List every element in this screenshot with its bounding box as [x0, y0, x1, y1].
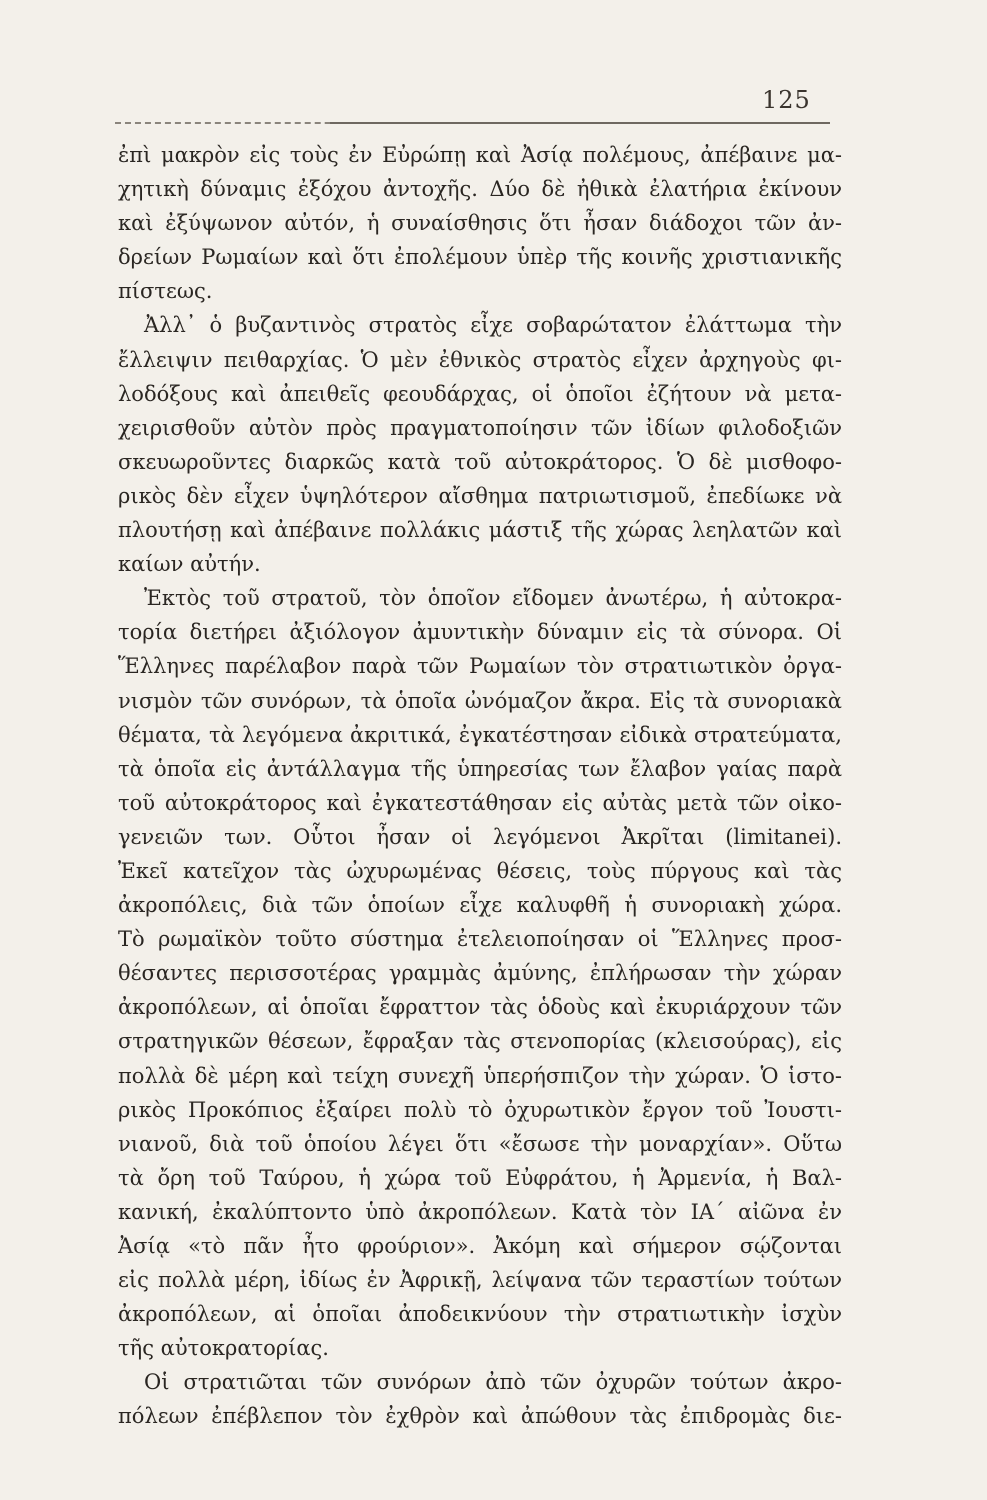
- text-line: θέσαντες περισσοτέρας γραμμὰς ἀμύνης, ἐπλήρωσαν τὴν χώραν: [118, 961, 842, 986]
- text-line: ρικὸς δὲν εἶχεν ὑψηλότερον αἴσθημα πατριωτισμοῦ, ἐπεδίωκε νὰ: [118, 483, 842, 508]
- text-line: πόλεων ἐπέβλεπον τὸν ἐχθρὸν καὶ ἀπώθουν τὰς ἐπιδρομὰς διε-: [118, 1404, 842, 1429]
- page-number: 125: [762, 86, 811, 114]
- text-line: σκευωροῦντες διαρκῶς κατὰ τοῦ αὐτοκράτορος. Ὁ δὲ μισθοφο-: [118, 449, 842, 474]
- text-line: εἰς πολλὰ μέρη, ἰδίως ἐν Ἀφρικῇ, λείψανα τῶν τεραστίων τούτων: [118, 1268, 842, 1293]
- text-line: Ἐκτὸς τοῦ στρατοῦ, τὸν ὁποῖον εἴδομεν ἀνωτέρω, ἡ αὐτοκρα-: [144, 586, 842, 611]
- text-line: τὰ ὁποῖα εἰς ἀντάλλαγμα τῆς ὑπηρεσίας των ἔλαβον γαίας παρὰ: [118, 756, 842, 781]
- text-line: Οἱ στρατιῶται τῶν συνόρων ἀπὸ τῶν ὀχυρῶν τούτων ἀκρο-: [144, 1370, 842, 1395]
- body-text: [118, 138, 842, 1434]
- text-line: ἐπὶ μακρὸν εἰς τοὺς ἐν Εὐρώπῃ καὶ Ἀσίᾳ πολέμους, ἀπέβαινε μα-: [118, 143, 842, 167]
- text-line: χειρισθοῦν αὐτὸν πρὸς πραγματοποίησιν τῶν ἰδίων φιλοδοξιῶν: [118, 415, 842, 440]
- text-line: ἔλλειψιν πειθαρχίας. Ὁ μὲν ἐθνικὸς στρατὸς εἶχεν ἀρχηγοὺς φι-: [118, 347, 842, 372]
- text-line: Ἀλλ᾽ ὁ βυζαντινὸς στρατὸς εἶχε σοβαρώτατον ἐλάττωμα τὴν: [144, 313, 842, 338]
- text-line: καίων αὐτήν.: [118, 552, 261, 577]
- text-line: Τὸ ρωμαϊκὸν τοῦτο σύστημα ἐτελειοποίησαν οἱ Ἕλληνες προσ-: [118, 927, 842, 952]
- text-line: ρικὸς Προκόπιος ἐξαίρει πολὺ τὸ ὀχυρωτικὸν ἔργον τοῦ Ἰουστι-: [118, 1097, 842, 1122]
- text-line: τοῦ αὐτοκράτορος καὶ ἐγκατεστάθησαν εἰς αὐτὰς μετὰ τῶν οἰκο-: [118, 790, 842, 815]
- text-line: νισμὸν τῶν συνόρων, τὰ ὁποῖα ὠνόμαζον ἄκρα. Εἰς τὰ συνοριακὰ: [118, 688, 842, 713]
- text-line: Ἐκεῖ κατεῖχον τὰς ὠχυρωμένας θέσεις, τοὺς πύργους καὶ τὰς: [118, 858, 842, 883]
- text-line: πολλὰ δὲ μέρη καὶ τείχη συνεχῆ ὑπερήσπιζον τὴν χώραν. Ὁ ἱστο-: [118, 1063, 842, 1088]
- text-line: γενειῶν των. Οὗτοι ἦσαν οἱ λεγόμενοι Ἀκρῖται (limitanei).: [118, 824, 842, 849]
- text-line: λοδόξους καὶ ἀπειθεῖς φεουδάρχας, οἱ ὁποῖοι ἐζήτουν νὰ μετα-: [118, 381, 842, 406]
- text-line: καὶ ἐξύψωνον αὐτόν, ἡ συναίσθησις ὅτι ἦσαν διάδοχοι τῶν ἀν-: [118, 211, 842, 236]
- text-line: Ἀσίᾳ «τὸ πᾶν ἦτο φρούριον». Ἀκόμη καὶ σήμερον σῴζονται: [118, 1234, 842, 1258]
- text-line: ἀκροπόλεων, αἱ ὁποῖαι ἔφραττον τὰς ὁδοὺς καὶ ἐκυριάρχουν τῶν: [118, 995, 842, 1020]
- text-line: τῆς αὐτοκρατορίας.: [118, 1336, 329, 1361]
- text-line: δρείων Ρωμαίων καὶ ὅτι ἐπολέμουν ὑπὲρ τῆς κοινῆς χριστιανικῆς: [118, 245, 842, 270]
- header-rule-solid: [330, 122, 830, 124]
- text-line: ἀκροπόλεις, διὰ τῶν ὁποίων εἶχε καλυφθῆ ἡ συνοριακὴ χώρα.: [118, 893, 842, 918]
- text-line: πίστεως.: [118, 279, 213, 304]
- text-line: θέματα, τὰ λεγόμενα ἀκριτικά, ἐγκατέστησαν εἰδικὰ στρατεύματα,: [118, 722, 842, 747]
- text-line: χητικὴ δύναμις ἐξόχου ἀντοχῆς. Δύο δὲ ἠθικὰ ἐλατήρια ἐκίνουν: [118, 177, 842, 202]
- text-line: πλουτήσῃ καὶ ἀπέβαινε πολλάκις μάστιξ τῆς χώρας λεηλατῶν καὶ: [118, 518, 842, 543]
- text-line: τορία διετήρει ἀξιόλογον ἀμυντικὴν δύναμιν εἰς τὰ σύνορα. Οἱ: [118, 620, 842, 645]
- text-line: τὰ ὄρη τοῦ Ταύρου, ἡ χώρα τοῦ Εὐφράτου, ἡ Ἀρμενία, ἡ Βαλ-: [118, 1165, 842, 1190]
- text-line: κανική, ἐκαλύπτοντο ὑπὸ ἀκροπόλεων. Κατὰ τὸν ΙΑ´ αἰῶνα ἐν: [118, 1199, 842, 1224]
- text-line: στρατηγικῶν θέσεων, ἔφραξαν τὰς στενοπορίας (κλεισούρας), εἰς: [118, 1029, 842, 1054]
- text-line: νιανοῦ, διὰ τοῦ ὁποίου λέγει ὅτι «ἔσωσε τὴν μοναρχίαν». Οὕτω: [118, 1131, 842, 1156]
- text-line: Ἕλληνες παρέλαβον παρὰ τῶν Ρωμαίων τὸν στρατιωτικὸν ὀργα-: [118, 654, 842, 679]
- text-line: ἀκροπόλεων, αἱ ὁποῖαι ἀποδεικνύουν τὴν στρατιωτικὴν ἰσχὺν: [118, 1302, 842, 1327]
